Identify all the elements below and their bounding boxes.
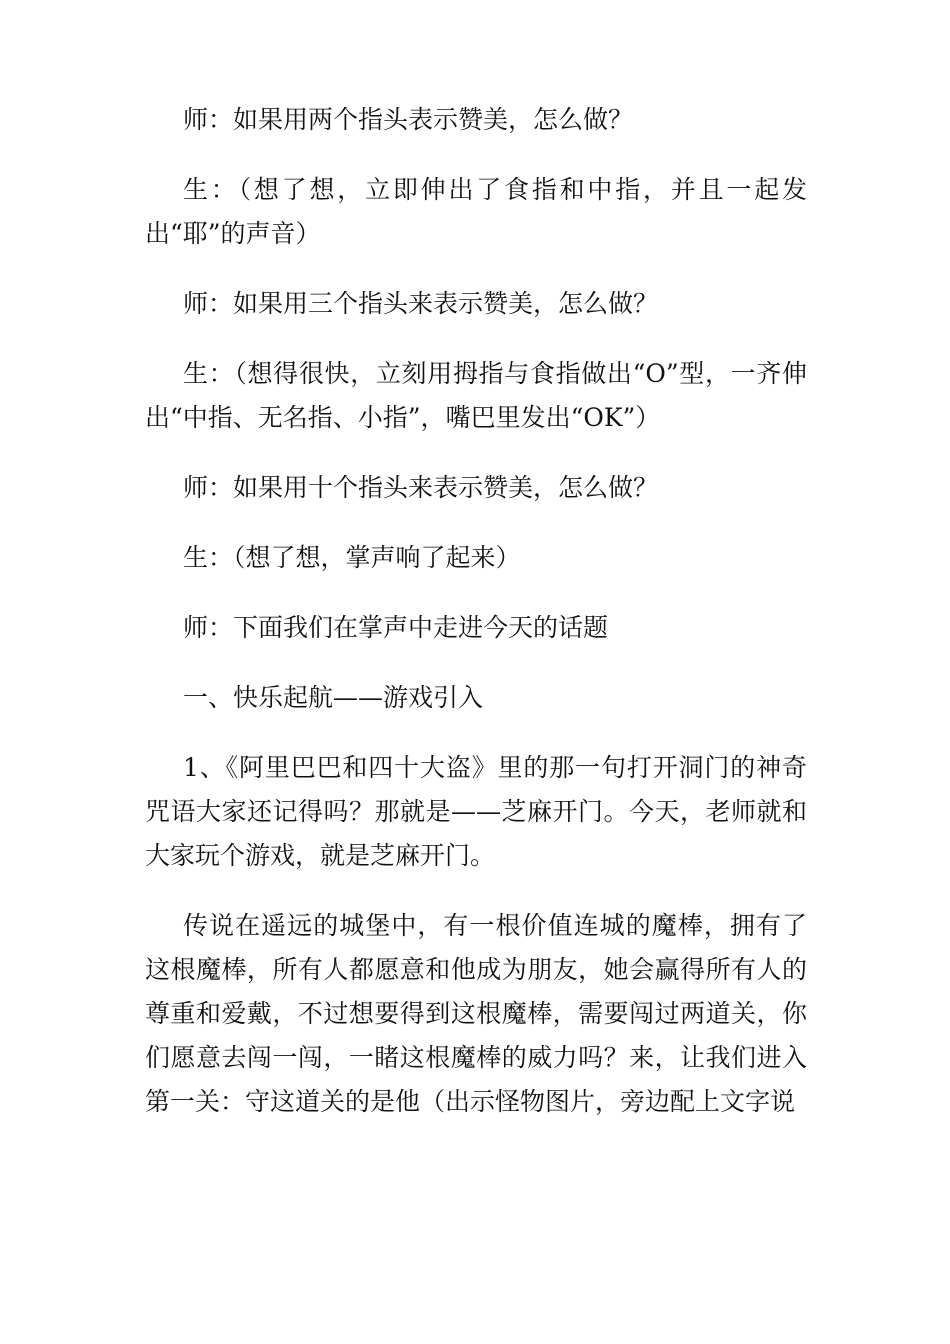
paragraph-teacher-three-fingers: 师：如果用三个指头来表示赞美，怎么做？ — [183, 289, 659, 318]
section-heading-game-intro: 一、快乐起航——游戏引入 — [183, 683, 484, 712]
paragraph-teacher-ten-fingers: 师：如果用十个指头来表示赞美，怎么做？ — [183, 473, 659, 502]
paragraph-teacher-two-fingers: 师：如果用两个指头表示赞美，怎么做？ — [183, 105, 634, 134]
paragraph-magic-wand-legend: 传说在遥远的城堡中，有一根价值连城的魔棒，拥有了这根魔棒，所有人都愿意和他成为朋友，她会赢得所有人的尊重和爱戴，不过想要得到这根魔棒，需要闯过两道关，你们愿意去闯一闯，一睹这根魔棒的威力吗？来，让我们进入第一关：守这道关的是他（出示怪物图片，旁边配上文字说 — [145, 911, 807, 1116]
paragraph-teacher-topic: 师：下面我们在掌声中走进今天的话题 — [183, 613, 609, 642]
paragraph-student-applause: 生：（想了想，掌声响了起来） — [183, 543, 521, 572]
document-body — [145, 98, 807, 1150]
paragraph-student-two-fingers: 生：（想了想，立即伸出了食指和中指，并且一起发出“耶”的声音） — [145, 175, 807, 248]
paragraph-student-three-fingers: 生：（想得很快，立刻用拇指与食指做出“O”型，一齐伸出“中指、无名指、小指”，嘴巴里发出“OK”） — [145, 359, 807, 432]
paragraph-open-sesame: 1、《阿里巴巴和四十大盗》里的那一句打开洞门的神奇咒语大家还记得吗？那就是——芝麻开门。今天，老师就和大家玩个游戏，就是芝麻开门。 — [145, 753, 807, 870]
